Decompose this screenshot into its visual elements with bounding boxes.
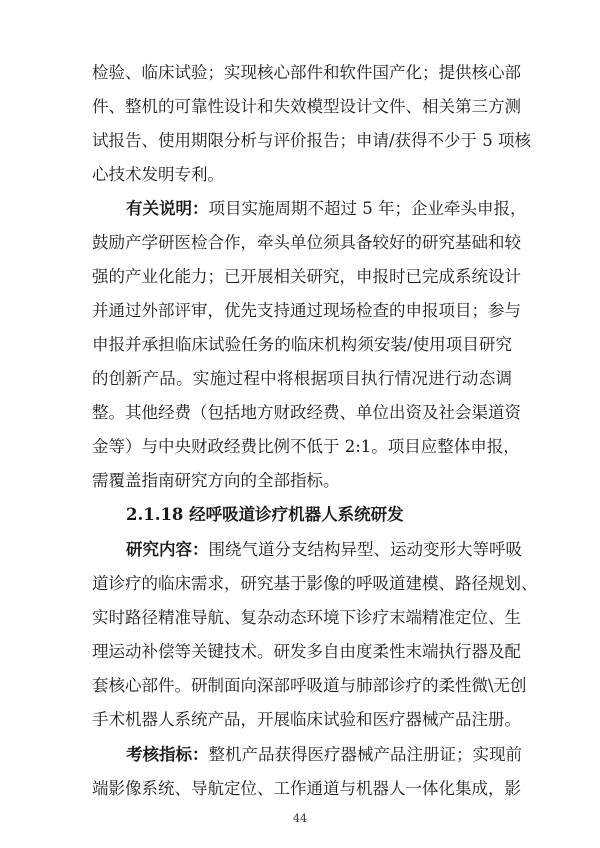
paragraph-label: 有关说明：: [126, 199, 209, 218]
paragraph-label: 考核指标：: [126, 745, 209, 764]
section-heading: 2.1.18 经呼吸道诊疗机器人系统研发: [126, 505, 404, 524]
paragraph-first-text: 围绕气道分支结构异型、运动变形大等呼吸: [208, 540, 522, 559]
text-line: 套核心部件。研制面向深部呼吸道与肺部诊疗的柔性微\无创: [92, 676, 527, 695]
text-line: 强的产业化能力；已开展相关研究，申报时已完成系统设计: [92, 267, 521, 286]
text-line: 心技术发明专利。: [92, 165, 224, 184]
paragraph-first-text: 项目实施周期不超过 5 年；企业牵头申报，: [208, 199, 527, 218]
text-line: 金等）与中央财政经费比例不低于 2:1。项目应整体申报，: [92, 437, 520, 456]
text-line: 需覆盖指南研究方向的全部指标。: [92, 471, 340, 490]
text-line: 道诊疗的临床需求，研究基于影像的呼吸道建模、路径规划、: [92, 574, 538, 593]
text-line: 并通过外部评审，优先支持通过现场检查的申报项目；参与: [92, 301, 521, 320]
text-line: 端影像系统、导航定位、工作通道与机器人一体化集成，影: [92, 779, 521, 798]
paragraph-first-line: [126, 194, 527, 224]
text-line: 试报告、使用期限分析与评价报告；申请/获得不少于 5 项核: [92, 131, 532, 150]
paragraph-first-text: 整机产品获得医疗器械产品注册证；实现前: [208, 745, 522, 764]
text-line: 的创新产品。实施过程中将根据项目执行情况进行动态调: [92, 369, 512, 388]
page-number: 44: [293, 812, 307, 825]
text-line: 鼓励产学研医检合作，牵头单位须具备较好的研究基础和较: [92, 233, 521, 252]
text-line: 申报并承担临床试验任务的临床机构须安装/使用项目研究: [92, 335, 512, 354]
text-line: 手术机器人系统产品，开展临床试验和医疗器械产品注册。: [92, 710, 521, 729]
paragraph-first-line: [126, 740, 522, 770]
paragraph-first-line: [126, 535, 522, 565]
text-line: 理运动补偿等关键技术。研发多自由度柔性末端执行器及配: [92, 642, 521, 661]
text-line: 检验、临床试验；实现核心部件和软件国产化；提供核心部: [92, 63, 521, 82]
text-line: 实时路径精准导航、复杂动态环境下诊疗末端精准定位、生: [92, 608, 521, 627]
paragraph-label: 研究内容：: [126, 540, 209, 559]
text-line: 件、整机的可靠性设计和失效模型设计文件、相关第三方测: [92, 97, 521, 116]
text-line: 整。其他经费（包括地方财政经费、单位出资及社会渠道资: [92, 403, 521, 422]
